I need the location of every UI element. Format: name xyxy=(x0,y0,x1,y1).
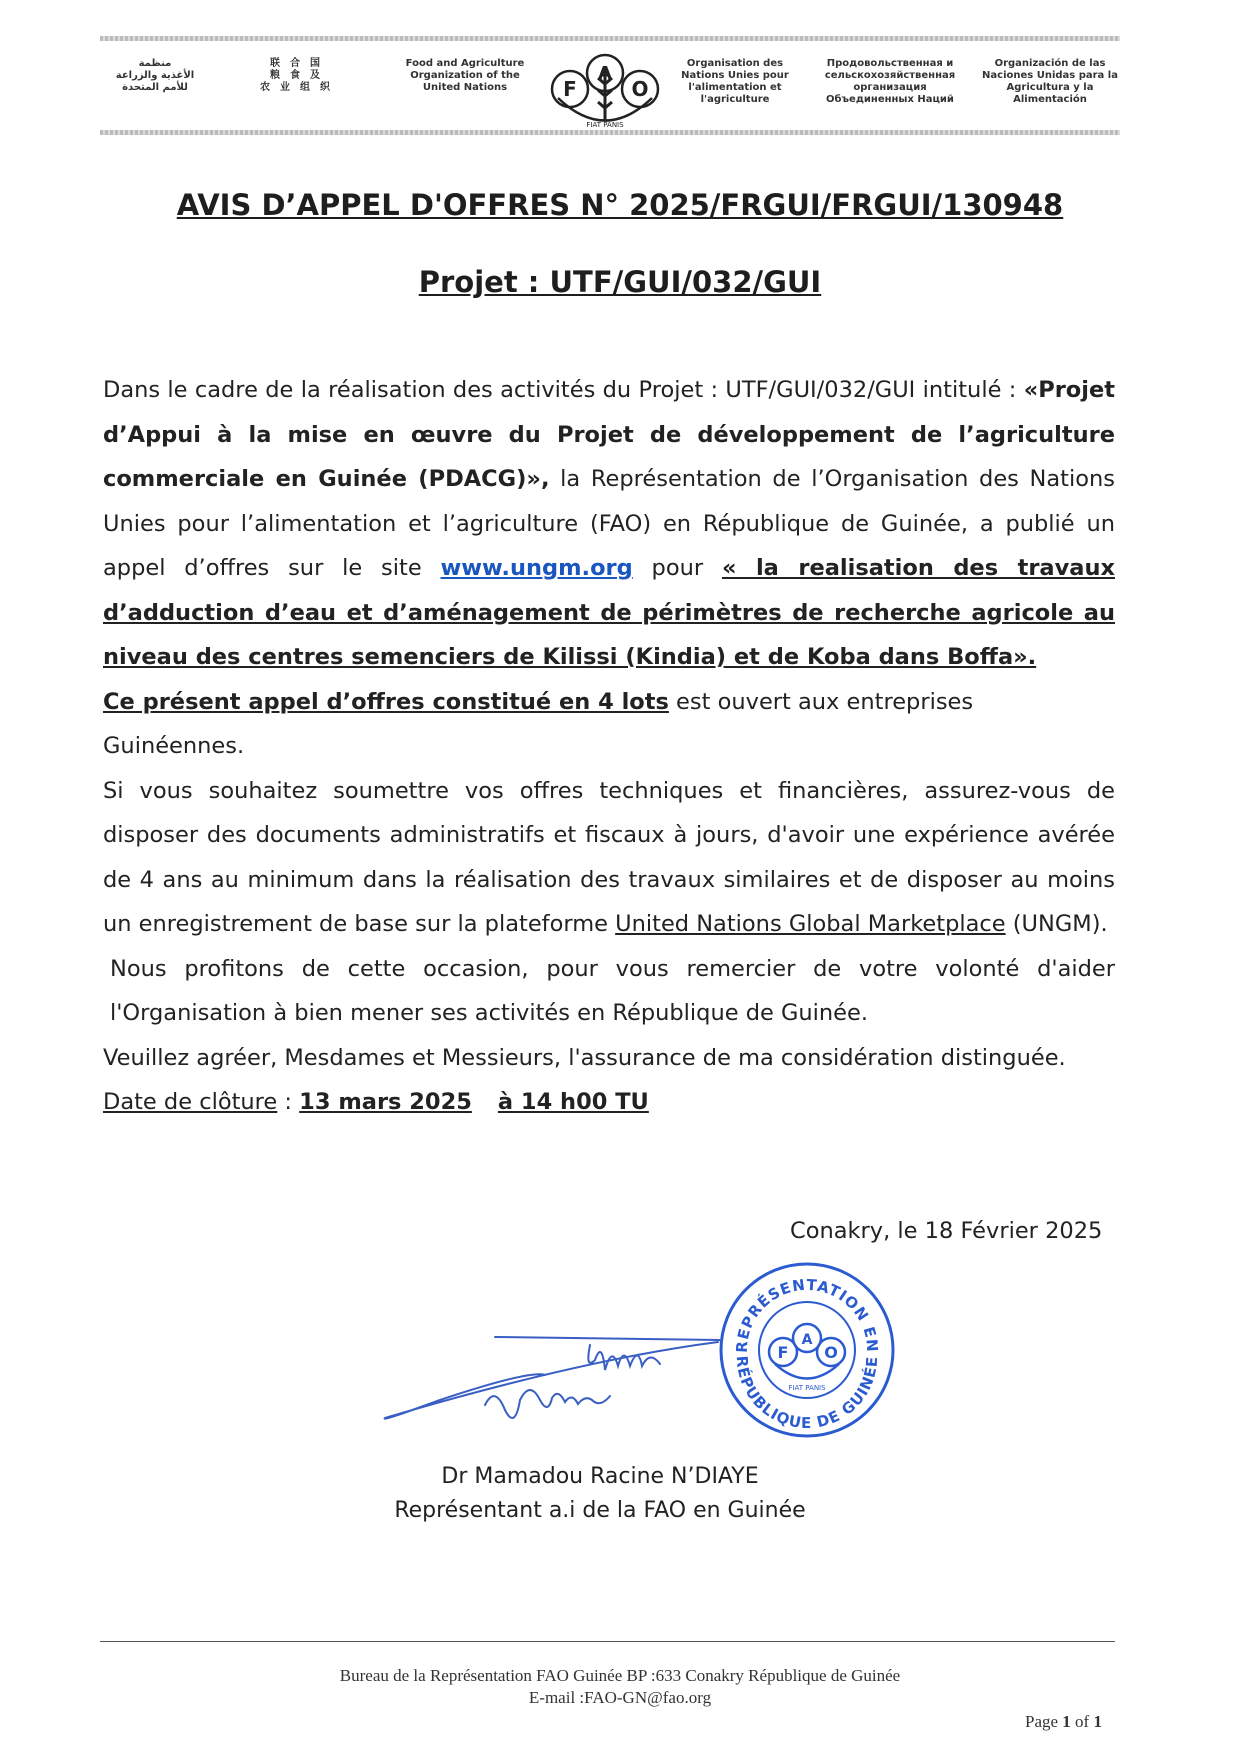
footer xyxy=(0,1665,1240,1709)
closing-date-value: 13 mars 2025 xyxy=(299,1089,472,1115)
footer-address: Bureau de la Représentation FAO Guinée BP :633 Conakry République de Guinée xyxy=(339,1666,901,1685)
svg-text:O: O xyxy=(824,1343,838,1362)
closing-sep: : xyxy=(277,1089,300,1115)
letterhead-rule-top xyxy=(100,36,1120,41)
stamp-bottom-text: RÉPUBLIQUE DE GUINÉE xyxy=(732,1355,882,1433)
intro-text-2: la Représentation de l’Organisation des Nations Unies pour l’alimentation et l’agriculture (FAO) en République de Guinée, a publié un appel d’offres sur le site xyxy=(103,466,1115,581)
page-of: of xyxy=(1070,1712,1094,1731)
org-name-spanish: Organización de las Naciones Unidas para la Agricultura y la Alimentación xyxy=(982,58,1118,105)
org-name-arabic: منظمة الأغذية والزراعة للأمم المتحدة xyxy=(115,58,195,93)
intro-text-3: pour xyxy=(632,555,722,581)
stamp-motto: FIAT PANIS xyxy=(788,1384,826,1392)
page-total: 1 xyxy=(1093,1712,1102,1731)
place-and-date: Conakry, le 18 Février 2025 xyxy=(790,1218,1103,1244)
page-current: 1 xyxy=(1062,1712,1071,1731)
svg-text:A: A xyxy=(598,63,612,84)
closing-date-label: Date de clôture xyxy=(103,1089,278,1115)
works-description: « la realisation des travaux d’adduction d’eau et d’aménagement de périmètres de recherche agricole au niveau des centres semenciers de Kilissi (Kindia) et de Koba dans Boffa». xyxy=(103,555,1115,670)
signer-block xyxy=(330,1460,870,1528)
tender-title: AVIS D’APPEL D'OFFRES N° 2025/FRGUI/FRGUI/130948 xyxy=(176,188,1064,222)
page-label: Page xyxy=(1025,1712,1063,1731)
handwritten-signature-icon xyxy=(380,1300,720,1450)
closing-time-value: à 14 h00 TU xyxy=(497,1089,649,1115)
requirements-text: Si vous souhaitez soumettre vos offres techniques et financières, assurez-vous de disposer des documents administratifs et fiscaux à jours, d'avoir une expérience avérée de 4 ans au minimum dans la réalisation des travaux similaires et de disposer au moins un enregistrement de base sur la plateforme xyxy=(103,777,1115,937)
signer-name: Dr Mamadou Racine N’DIAYE xyxy=(441,1464,759,1489)
page-number xyxy=(1025,1712,1102,1732)
lots-statement: Ce présent appel d’offres constitué en 4 lots xyxy=(103,688,669,715)
intro-text: Dans le cadre de la réalisation des activités du Projet : UTF/GUI/032/GUI intitulé : xyxy=(103,377,1024,403)
logo-motto: FIAT PANIS xyxy=(586,121,624,129)
ungm-platform-link[interactable]: United Nations Global Marketplace xyxy=(615,911,1006,937)
project-title: Projet : UTF/GUI/032/GUI xyxy=(418,265,822,299)
paragraph-intro xyxy=(103,368,1115,680)
footer-email: E-mail :FAO-GN@fao.org xyxy=(528,1688,712,1707)
paragraph-greetings: Veuillez agréer, Mesdames et Messieurs, l'assurance de ma considération distinguée. xyxy=(103,1044,1066,1071)
org-name-russian: Продовольственная и сельскохозяйственная организация Объединенных Наций xyxy=(824,58,956,105)
org-name-french: Organisation des Nations Unies pour l'alimentation et l'agriculture xyxy=(681,58,789,105)
project-name: «Projet d’Appui à la mise en œuvre du Projet de développement de l’agriculture commerciale en Guinée (PDACG)», xyxy=(103,377,1115,492)
svg-text:F: F xyxy=(563,77,577,101)
svg-text:O: O xyxy=(631,77,649,101)
fao-wheat-logo-icon xyxy=(550,48,660,130)
stamp-top-text: REPRÉSENTATION EN xyxy=(732,1275,882,1354)
svg-text:A: A xyxy=(801,1332,813,1348)
letterhead-rule-bottom xyxy=(100,130,1120,135)
org-name-english: Food and Agriculture Organization of the United Nations xyxy=(405,58,525,93)
closing-date-line xyxy=(103,1080,1115,1125)
org-name-chinese: 联合国 粮食及 农业组织 xyxy=(260,58,340,93)
paragraph-lots xyxy=(103,680,1115,769)
ungm-link[interactable]: www.ungm.org xyxy=(440,555,633,581)
requirements-text-2: (UNGM). xyxy=(1005,911,1108,937)
footer-divider xyxy=(100,1641,1115,1642)
letter-body xyxy=(103,368,1115,1125)
signer-role: Représentant a.i de la FAO en Guinée xyxy=(394,1498,806,1523)
svg-text:F: F xyxy=(777,1343,789,1362)
letterhead xyxy=(100,30,1120,145)
official-stamp-icon xyxy=(715,1258,900,1443)
lots-text: est ouvert aux entreprises Guinéennes. xyxy=(103,688,974,759)
svg-text:RÉPUBLIQUE DE GUINÉE xyxy=(733,1355,881,1432)
paragraph-thanks: Nous profitons de cette occasion, pour vous remercier de votre volonté d'aider l'Organisation à bien mener ses activités en République de Guinée. xyxy=(110,955,1115,1026)
paragraph-requirements xyxy=(103,769,1115,947)
